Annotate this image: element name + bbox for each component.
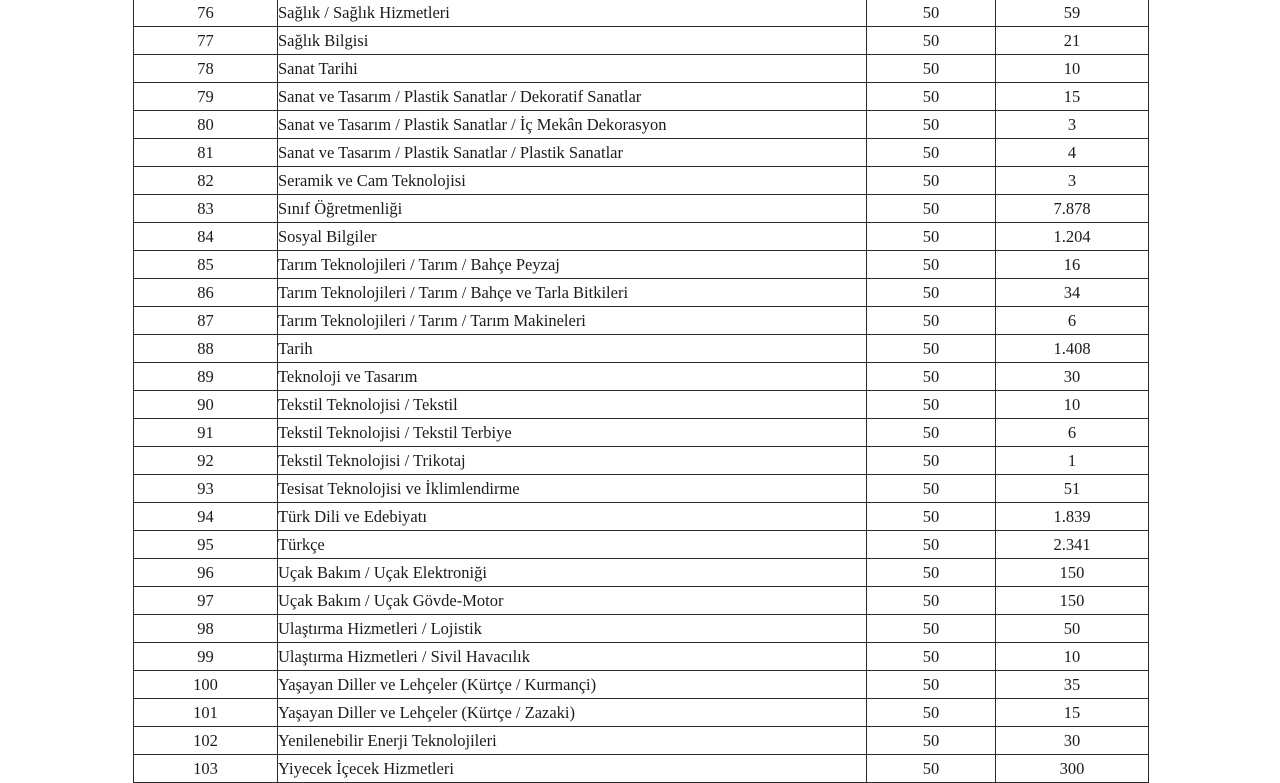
table-row <box>134 335 1149 363</box>
application-count-cell: 50 <box>996 615 1149 643</box>
quota-cell: 50 <box>867 363 996 391</box>
table-row <box>134 447 1149 475</box>
field-name-cell: Ulaştırma Hizmetleri / Lojistik <box>278 615 867 643</box>
quota-cell: 50 <box>867 615 996 643</box>
row-number-cell: 88 <box>134 335 278 363</box>
row-number-cell: 102 <box>134 727 278 755</box>
field-name-cell: Yenilenebilir Enerji Teknolojileri <box>278 727 867 755</box>
application-count-cell: 30 <box>996 363 1149 391</box>
quota-cell: 50 <box>867 727 996 755</box>
row-number-cell: 86 <box>134 279 278 307</box>
table-row <box>134 755 1149 783</box>
field-name-cell: Tarım Teknolojileri / Tarım / Bahçe Peyzaj <box>278 251 867 279</box>
table-row <box>134 699 1149 727</box>
table-row <box>134 0 1149 27</box>
application-count-cell: 2.341 <box>996 531 1149 559</box>
quota-cell: 50 <box>867 139 996 167</box>
quota-cell: 50 <box>867 755 996 783</box>
application-count-cell: 10 <box>996 55 1149 83</box>
table-row <box>134 195 1149 223</box>
application-count-cell: 150 <box>996 587 1149 615</box>
field-name-cell: Seramik ve Cam Teknolojisi <box>278 167 867 195</box>
field-name-cell: Sağlık Bilgisi <box>278 27 867 55</box>
quota-cell: 50 <box>867 587 996 615</box>
application-count-cell: 1.839 <box>996 503 1149 531</box>
quota-cell: 50 <box>867 83 996 111</box>
application-count-cell: 3 <box>996 167 1149 195</box>
quota-cell: 50 <box>867 335 996 363</box>
application-count-cell: 51 <box>996 475 1149 503</box>
table-row <box>134 83 1149 111</box>
application-count-cell: 21 <box>996 27 1149 55</box>
field-name-cell: Tarım Teknolojileri / Tarım / Bahçe ve Tarla Bitkileri <box>278 279 867 307</box>
application-count-cell: 7.878 <box>996 195 1149 223</box>
application-count-cell: 4 <box>996 139 1149 167</box>
row-number-cell: 89 <box>134 363 278 391</box>
field-name-cell: Sanat ve Tasarım / Plastik Sanatlar / İç Mekân Dekorasyon <box>278 111 867 139</box>
table-row <box>134 391 1149 419</box>
row-number-cell: 82 <box>134 167 278 195</box>
quota-cell: 50 <box>867 251 996 279</box>
field-name-cell: Uçak Bakım / Uçak Elektroniği <box>278 559 867 587</box>
row-number-cell: 83 <box>134 195 278 223</box>
application-count-cell: 59 <box>996 0 1149 27</box>
table-row <box>134 643 1149 671</box>
field-name-cell: Tarih <box>278 335 867 363</box>
quota-cell: 50 <box>867 307 996 335</box>
table-row <box>134 671 1149 699</box>
row-number-cell: 77 <box>134 27 278 55</box>
row-number-cell: 85 <box>134 251 278 279</box>
field-name-cell: Tekstil Teknolojisi / Tekstil <box>278 391 867 419</box>
quota-cell: 50 <box>867 503 996 531</box>
field-name-cell: Sınıf Öğretmenliği <box>278 195 867 223</box>
application-count-cell: 1.408 <box>996 335 1149 363</box>
quota-cell: 50 <box>867 223 996 251</box>
table-row <box>134 167 1149 195</box>
field-name-cell: Sanat Tarihi <box>278 55 867 83</box>
quota-cell: 50 <box>867 111 996 139</box>
field-name-cell: Tarım Teknolojileri / Tarım / Tarım Makineleri <box>278 307 867 335</box>
table-row <box>134 139 1149 167</box>
row-number-cell: 76 <box>134 0 278 27</box>
field-name-cell: Tekstil Teknolojisi / Trikotaj <box>278 447 867 475</box>
application-count-cell: 15 <box>996 699 1149 727</box>
row-number-cell: 80 <box>134 111 278 139</box>
application-count-cell: 150 <box>996 559 1149 587</box>
quota-cell: 50 <box>867 475 996 503</box>
row-number-cell: 81 <box>134 139 278 167</box>
table-row <box>134 27 1149 55</box>
quota-cell: 50 <box>867 447 996 475</box>
data-table <box>133 0 1149 783</box>
application-count-cell: 6 <box>996 419 1149 447</box>
row-number-cell: 95 <box>134 531 278 559</box>
field-name-cell: Yiyecek İçecek Hizmetleri <box>278 755 867 783</box>
application-count-cell: 34 <box>996 279 1149 307</box>
table-row <box>134 307 1149 335</box>
row-number-cell: 91 <box>134 419 278 447</box>
row-number-cell: 79 <box>134 83 278 111</box>
table-row <box>134 279 1149 307</box>
application-count-cell: 10 <box>996 643 1149 671</box>
table-row <box>134 111 1149 139</box>
field-name-cell: Tesisat Teknolojisi ve İklimlendirme <box>278 475 867 503</box>
application-count-cell: 1.204 <box>996 223 1149 251</box>
table-row <box>134 615 1149 643</box>
table-row <box>134 223 1149 251</box>
row-number-cell: 84 <box>134 223 278 251</box>
quota-cell: 50 <box>867 671 996 699</box>
application-count-cell: 16 <box>996 251 1149 279</box>
row-number-cell: 92 <box>134 447 278 475</box>
table-row <box>134 727 1149 755</box>
quota-cell: 50 <box>867 391 996 419</box>
quota-cell: 50 <box>867 279 996 307</box>
quota-cell: 50 <box>867 531 996 559</box>
quota-cell: 50 <box>867 419 996 447</box>
table-row <box>134 419 1149 447</box>
field-name-cell: Sosyal Bilgiler <box>278 223 867 251</box>
row-number-cell: 98 <box>134 615 278 643</box>
row-number-cell: 97 <box>134 587 278 615</box>
row-number-cell: 78 <box>134 55 278 83</box>
quota-cell: 50 <box>867 643 996 671</box>
field-name-cell: Ulaştırma Hizmetleri / Sivil Havacılık <box>278 643 867 671</box>
field-name-cell: Yaşayan Diller ve Lehçeler (Kürtçe / Kurmançi) <box>278 671 867 699</box>
table-body <box>134 0 1149 783</box>
application-count-cell: 1 <box>996 447 1149 475</box>
row-number-cell: 93 <box>134 475 278 503</box>
table-row <box>134 587 1149 615</box>
application-count-cell: 300 <box>996 755 1149 783</box>
field-name-cell: Teknoloji ve Tasarım <box>278 363 867 391</box>
application-count-cell: 15 <box>996 83 1149 111</box>
quota-cell: 50 <box>867 0 996 27</box>
field-name-cell: Yaşayan Diller ve Lehçeler (Kürtçe / Zazaki) <box>278 699 867 727</box>
application-count-cell: 30 <box>996 727 1149 755</box>
field-name-cell: Türkçe <box>278 531 867 559</box>
field-name-cell: Sanat ve Tasarım / Plastik Sanatlar / Plastik Sanatlar <box>278 139 867 167</box>
table-row <box>134 55 1149 83</box>
row-number-cell: 87 <box>134 307 278 335</box>
application-count-cell: 6 <box>996 307 1149 335</box>
application-count-cell: 3 <box>996 111 1149 139</box>
quota-cell: 50 <box>867 55 996 83</box>
row-number-cell: 94 <box>134 503 278 531</box>
row-number-cell: 101 <box>134 699 278 727</box>
quota-cell: 50 <box>867 559 996 587</box>
table-row <box>134 363 1149 391</box>
quota-cell: 50 <box>867 167 996 195</box>
row-number-cell: 99 <box>134 643 278 671</box>
field-name-cell: Sanat ve Tasarım / Plastik Sanatlar / Dekoratif Sanatlar <box>278 83 867 111</box>
quota-cell: 50 <box>867 699 996 727</box>
row-number-cell: 90 <box>134 391 278 419</box>
table-row <box>134 503 1149 531</box>
application-count-cell: 35 <box>996 671 1149 699</box>
field-name-cell: Uçak Bakım / Uçak Gövde-Motor <box>278 587 867 615</box>
field-name-cell: Sağlık / Sağlık Hizmetleri <box>278 0 867 27</box>
row-number-cell: 100 <box>134 671 278 699</box>
row-number-cell: 96 <box>134 559 278 587</box>
application-count-cell: 10 <box>996 391 1149 419</box>
field-name-cell: Tekstil Teknolojisi / Tekstil Terbiye <box>278 419 867 447</box>
row-number-cell: 103 <box>134 755 278 783</box>
table-row <box>134 475 1149 503</box>
field-name-cell: Türk Dili ve Edebiyatı <box>278 503 867 531</box>
quota-cell: 50 <box>867 27 996 55</box>
table-row <box>134 559 1149 587</box>
table-row <box>134 251 1149 279</box>
table-row <box>134 531 1149 559</box>
quota-cell: 50 <box>867 195 996 223</box>
